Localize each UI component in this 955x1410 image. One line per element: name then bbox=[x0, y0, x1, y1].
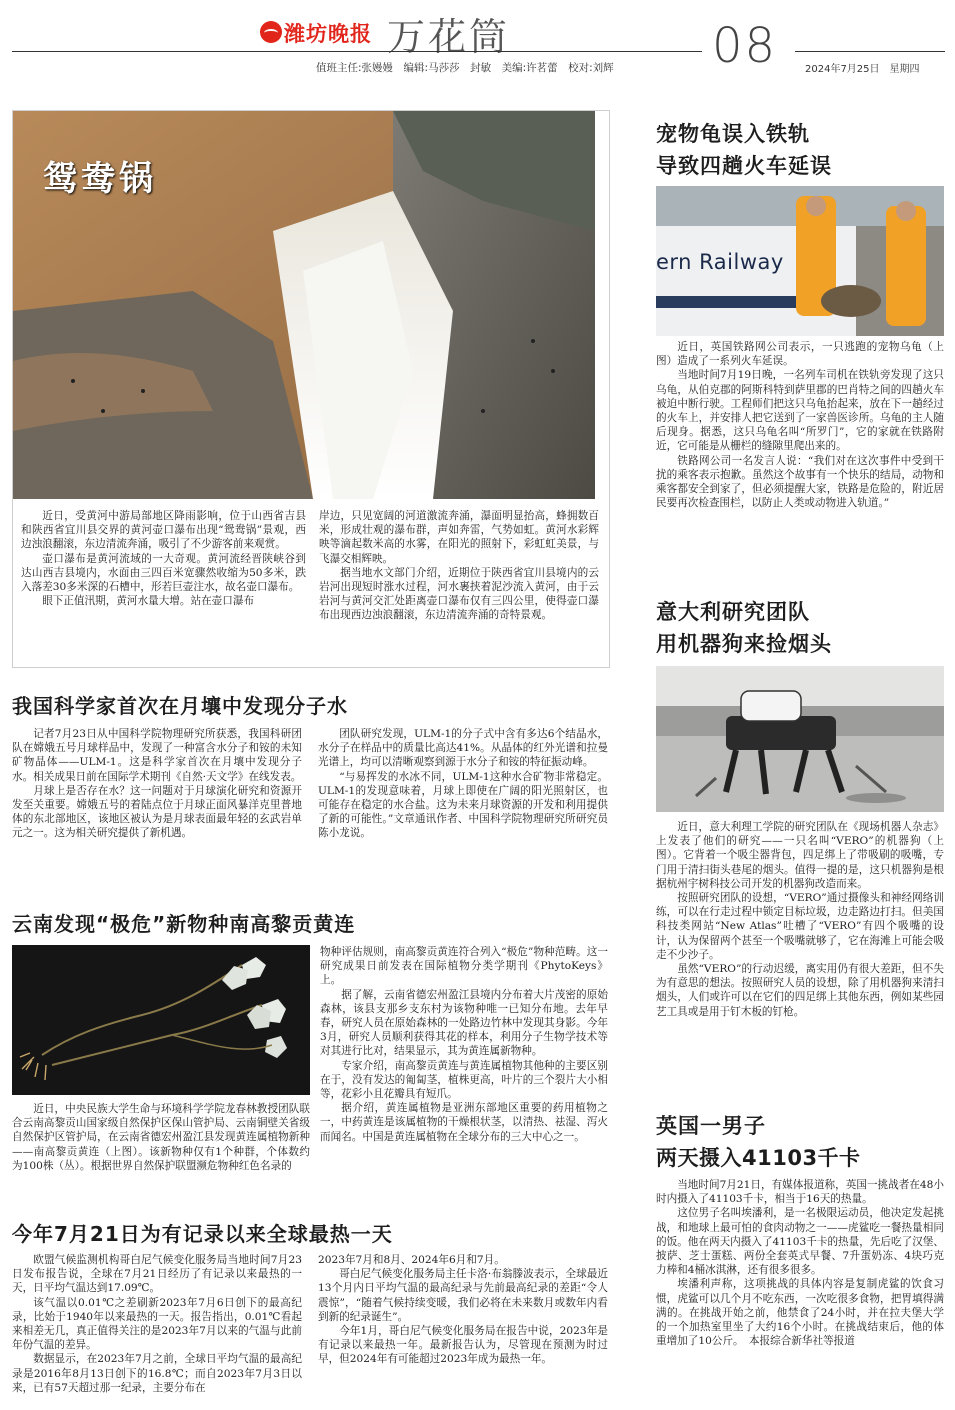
paper-logo-swoosh bbox=[264, 29, 278, 37]
robot-headline-2: 用机器狗来捡烟头 bbox=[656, 632, 832, 656]
plant-photo bbox=[12, 945, 310, 1095]
lead-para: 据当地水文部门介绍，近期位于陕西省宜川县境内的云岩河出现短时涨水过程，河水裹挟着泥沙流入黄河，由于云岩河与黄河交汇处距离壶口瀑布仅有三四公里，使得壶口瀑布出现西边浊浪翻滚，东边清流奔涌的奇特景观。 bbox=[319, 566, 599, 622]
heat-col-2 bbox=[318, 1253, 608, 1367]
robot-headline-1: 意大利研究团队 bbox=[656, 600, 810, 624]
turtle-body bbox=[656, 340, 944, 510]
lead-para: 岸边，只见宽阔的河道激流奔涌，瀑面明显抬高，蜂拥数百米，形成壮观的瀑布群，声如奔雷，气势如虹。黄河水彩辉映等滴起数米高的水雾，在阳光的照射下，彩虹虹美景，与飞瀑交相辉映。 bbox=[319, 510, 599, 565]
lead-para: 眼下正值汛期，黄河水量大增。站在壶口瀑布 bbox=[42, 595, 255, 608]
eater-body bbox=[656, 1178, 944, 1348]
heat-headline: 今年7月21日为有记录以来全球最热一天 bbox=[12, 1222, 393, 1246]
lead-story bbox=[12, 110, 610, 668]
plant-para: 据介绍，黄连属植物是亚洲东部地区重要的药用植物之一，中药黄连是该属植物的干燥根状茎，以清热、祛湿、泻火而闻名。中国是黄连属植物在全球分布的三大中心之一。 bbox=[320, 1102, 608, 1143]
staff-line: 值班主任:张嫚嫚 编辑:马莎莎 封敏 美编:许茗蕾 校对:刘辉 bbox=[316, 62, 614, 74]
plant-para: 专家介绍，南高黎贡黄连与黄连属植物其他种的主要区别在于，没有发达的匍匐茎，植株更高，叶片的三个裂片大小相等，花彩小且花瓣具有短爪。 bbox=[320, 1059, 608, 1101]
robot-para: 近日，意大利理工学院的研究团队在《现场机器人杂志》上发表了他们的研究——一只名叫“VERO”的机器狗（上图）。它背着一个吸尘器背包，四足绑上了带吸刷的吸嘴，专门用于清扫街头巷尾的烟头。值得一提的是，这只机器狗是根据杭州宇树科技公司开发的机器狗改造而来。 bbox=[656, 821, 944, 890]
masthead-rule bbox=[12, 51, 702, 52]
paper-name: 潍坊晚报 bbox=[284, 22, 372, 46]
moon-para: 月球上是否存在水？这一问题对于月球演化研究和资源开发至关重要。嫦娥五号的着陆点位于月球正面风暴洋克里普地体的东北部地区，该地区被认为是月球表面最年轻的玄武岩单元之一。这为相关研究提供了新机遇。 bbox=[12, 784, 302, 840]
robot-photo bbox=[656, 666, 944, 812]
page-number: 08 bbox=[712, 18, 778, 74]
heat-para: 今年1月，哥白尼气候变化服务局在报告中说，2023年是有记录以来最热一年。最新报告认为，尽管现在预测为时过早，但2024年有可能超过2023年成为最热一年。 bbox=[318, 1325, 608, 1366]
turtle-para: 当地时间7月19日晚，一名列车司机在铁轨旁发现了这只乌龟，从伯克郡的阿斯科特到萨里郡的巴肖特之间的四趟火车被迫中断行驶。工程师们把这只乌龟抬起来，放在下一趟经过的火车上，并安排人把它送到了一家兽医诊所。乌龟的主人随后现身。据悉，这只乌龟名叫“所罗门”，它的家就在铁路附近，它可能是从栅栏的缝隙里爬出来的。 bbox=[656, 369, 944, 453]
heat-para: 哥白尼气候变化服务局主任卡洛·布翁滕波表示，全球最近13个月内日平均气温的最高纪录与先前最高纪录的差距“令人震惊”，“随着气候持续变暖，我们必将在未来数月或数年内看到新的纪录诞生”。 bbox=[318, 1268, 608, 1323]
lead-col-1 bbox=[21, 509, 306, 608]
section-name: 万花筒 bbox=[387, 15, 511, 59]
plant-para: 近日，中央民族大学生命与环境科学学院龙春林教授团队联合云南高黎贡山国家级自然保护区保山管护局、云南铜壁关省级自然保护区管护局，在云南省德宏州盈江县发现黄连属植物新种——南高黎贡黄连（上图）。该新物种仅有1个种群，个体数约为100株（丛）。根据世界自然保护联盟濒危物种红色名录的 bbox=[12, 1103, 310, 1172]
photo-title: 鸳鸯锅 bbox=[43, 159, 157, 199]
turtle-para: 铁路网公司一名发言人说：“我们对在这次事件中受到干扰的乘客表示抱歉。虽然这个故事有一个快乐的结局，动物和乘客都安全到家了，但必须提醒大家，铁路是危险的，附近居民要再次检查围栏，以防止人类或动物进入轨道。” bbox=[656, 454, 944, 510]
turtle-headline-2: 导致四趟火车延误 bbox=[656, 154, 832, 178]
moon-col-1 bbox=[12, 727, 302, 841]
moon-para: “与易挥发的水冰不同，ULM-1这种水合矿物非常稳定。ULM-1的发现意味着，月球上即使在广阔的阳光照射区，也可能存在稳定的水合盐。这为未来月球资源的开发和利用提供了新的可能性。”文章通讯作者、中国科学院物理研究所研究员陈小龙说。 bbox=[318, 770, 608, 840]
eater-para: 当地时间7月21日，有媒体报道称，英国一挑战者在48小时内摄入了41103千卡，相当于16天的热量。 bbox=[656, 1179, 944, 1206]
turtle-photo-text: ern Railway bbox=[656, 250, 784, 274]
plant-col-1 bbox=[12, 1102, 310, 1173]
robot-body bbox=[656, 820, 944, 1019]
moon-col-2 bbox=[318, 727, 608, 841]
turtle-headline-1: 宠物龟误入铁轨 bbox=[656, 122, 810, 146]
plant-para: 据了解，云南省德宏州盈江县境内分布着大片茂密的原始森林，该县支那乡支东村为该物种唯一已知分布地。去年早春，研究人员在原始森林的一处路边竹林中发现其身影。今年3月，研究人员顺利获得其花的样本，利用分子生物学技术等对其进行比对，结果显示，其为黄连属新物种。 bbox=[320, 988, 608, 1058]
robot-dog-illustration bbox=[656, 666, 944, 812]
turtle-photo bbox=[656, 186, 944, 336]
issue-date: 2024年7月25日 星期四 bbox=[805, 64, 920, 75]
heat-para: 数据显示，在2023年7月之前，全球日平均气温的最高纪录是2016年8月13日创下的16.8℃；而自2023年7月3日以来，已有57天超过那一纪录，主要分布在 bbox=[12, 1353, 302, 1394]
lead-col-2 bbox=[319, 509, 599, 623]
robot-para: 按照研究团队的设想，“VERO”通过摄像头和神经网络训练，可以在行走过程中锁定目标垃圾，边走路边打扫。但美国科技类网站“New Atlas”吐槽了“VERO”有四个吸嘴的设计，认为保留两个甚至一个吸嘴就够了，它在海滩上可能会吸走不少沙子。 bbox=[656, 892, 944, 961]
plant-headline: 云南发现“极危”新物种南高黎贡黄连 bbox=[12, 912, 356, 936]
plant-illustration bbox=[12, 945, 310, 1095]
heat-para: 欧盟气候监测机构哥白尼气候变化服务局当地时间7月23日发布报告说，全球在7月21日经历了有记录以来最热的一天，日平均气温达到17.09℃。 bbox=[12, 1254, 302, 1295]
eater-para: 这位男子名叫埃潘利，是一名极限运动员，他决定发起挑战，和地球上最可怕的食肉动物之一——虎鲨吃一餐热量相同的饭。他在两天内摄入了41103千卡的热量，先后吃了汉堡、披萨、芝士蛋糕、两份全套英式早餐、7升蛋奶冻、4块巧克力棒和4桶冰淇淋，还有很多很多。 bbox=[656, 1207, 944, 1277]
plant-col-2 bbox=[320, 945, 608, 1144]
plant-para: 物种评估规则，南高黎贡黄连符合列入“极危”物种范畴。这一研究成果日前发表在国际植物分类学期刊《PhytoKeys》上。 bbox=[320, 946, 608, 987]
eater-headline-2: 两天摄入41103千卡 bbox=[656, 1146, 861, 1170]
moon-para: 团队研究发现，ULM-1的分子式中含有多达6个结晶水，水分子在样品中的质量比高达41%。从晶体的红外光谱和拉曼光谱上，均可以清晰观察到源于水分子和铵的特征振动峰。 bbox=[318, 728, 608, 769]
eater-headline-1: 英国一男子 bbox=[656, 1114, 766, 1138]
moon-para: 记者7月23日从中国科学院物理研究所获悉，我国科研团队在嫦娥五号月球样品中，发现了一种富含水分子和铵的未知矿物晶体——ULM-1。这是科学家首次在月壤中发现分子水。相关成果日前在国际学术期刊《自然·天文学》在线发表。 bbox=[12, 728, 302, 783]
masthead bbox=[0, 0, 955, 80]
eater-para: 埃潘利声称，这项挑战的具体内容是复制虎鲨的饮食习惯，虎鲨可以几个月不吃东西，一次吃很多食物，把胃填得满满的。在挑战开始之前，他禁食了24小时，并在拉夫堡大学的一个加热室里坐了大约16个小时。在挑战结束后，他的体重增加了10公斤。 本报综合新华社等报道 bbox=[656, 1278, 944, 1348]
robot-para: 虽然“VERO”的行动迟缓，离实用仍有很大差距，但不失为有意思的想法。按照研究人员的设想，除了用机器狗来清扫烟头，人们或许可以在它们的四足绑上其他东西，例如某些园艺工具或是用于钉木板的钉枪。 bbox=[656, 963, 944, 1018]
heat-para: 2023年7月和8月、2024年6月和7月。 bbox=[318, 1254, 505, 1266]
heat-col-1 bbox=[12, 1253, 302, 1395]
heat-para: 该气温以0.01℃之差刷新2023年7月6日创下的最高纪录，比始于1940年以来最热的一天。报告指出，0.01℃看起来相差无几，真正值得关注的是2023年7月以来的气温与此前年份气温的差异。 bbox=[12, 1296, 302, 1352]
lead-para: 近日，受黄河中游局部地区降雨影响，位于山西省吉县和陕西省宜川县交界的黄河壶口瀑布出现“鸳鸯锅”景观，西边浊浪翻滚，东边清流奔涌，吸引了不少游客前来观赏。 bbox=[21, 510, 306, 551]
waterfall-photo bbox=[13, 111, 595, 499]
masthead-rule-right bbox=[795, 51, 945, 52]
turtle-para: 近日，英国铁路网公司表示，一只逃跑的宠物乌龟（上图）造成了一系列火车延误。 bbox=[656, 341, 944, 368]
lead-para: 壶口瀑布是黄河流域的一大奇观。黄河流经晋陕峡谷到达山西吉县境内，水面由三四百米宽骤然收缩为50多米，跌入落差30多米深的石槽中，形若巨壶注水，故名壶口瀑布。 bbox=[21, 552, 306, 594]
moon-headline: 我国科学家首次在月壤中发现分子水 bbox=[12, 694, 348, 718]
